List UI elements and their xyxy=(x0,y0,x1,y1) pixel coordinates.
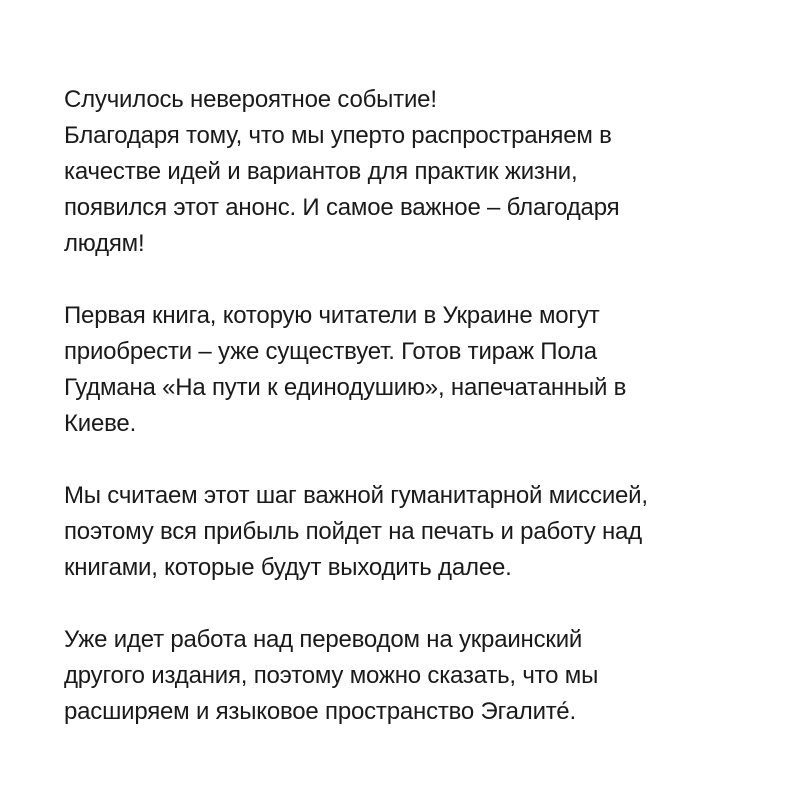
text-line: поэтому вся прибыль пойдет на печать и работу над xyxy=(64,518,642,545)
paragraph-translation xyxy=(64,622,754,730)
announcement-text xyxy=(64,82,754,730)
text-line: расширяем и языковое пространство Эгалите́. xyxy=(64,698,576,725)
paragraph-first-book xyxy=(64,298,754,442)
text-line: людям! xyxy=(64,230,145,257)
text-line: качестве идей и вариантов для практик жизни, xyxy=(64,158,578,185)
text-line: Первая книга, которую читатели в Украине могут xyxy=(64,302,600,329)
text-line: Уже идет работа над переводом на украинский xyxy=(64,626,583,653)
text-line: приобрести – уже существует. Готов тираж Пола xyxy=(64,338,597,365)
text-line: Гудмана «На пути к единодушию», напечатанный в xyxy=(64,374,627,401)
text-line: Благодаря тому, что мы уперто распространяем в xyxy=(64,122,612,149)
text-line: Киеве. xyxy=(64,410,137,437)
text-line: Мы считаем этот шаг важной гуманитарной миссией, xyxy=(64,482,648,509)
text-line: Случилось невероятное событие! xyxy=(64,86,437,113)
paragraph-intro xyxy=(64,82,754,262)
text-line: книгами, которые будут выходить далее. xyxy=(64,554,512,581)
paragraph-mission xyxy=(64,478,754,586)
text-line: другого издания, поэтому можно сказать, что мы xyxy=(64,662,599,689)
text-line: появился этот анонс. И самое важное – благодаря xyxy=(64,194,620,221)
